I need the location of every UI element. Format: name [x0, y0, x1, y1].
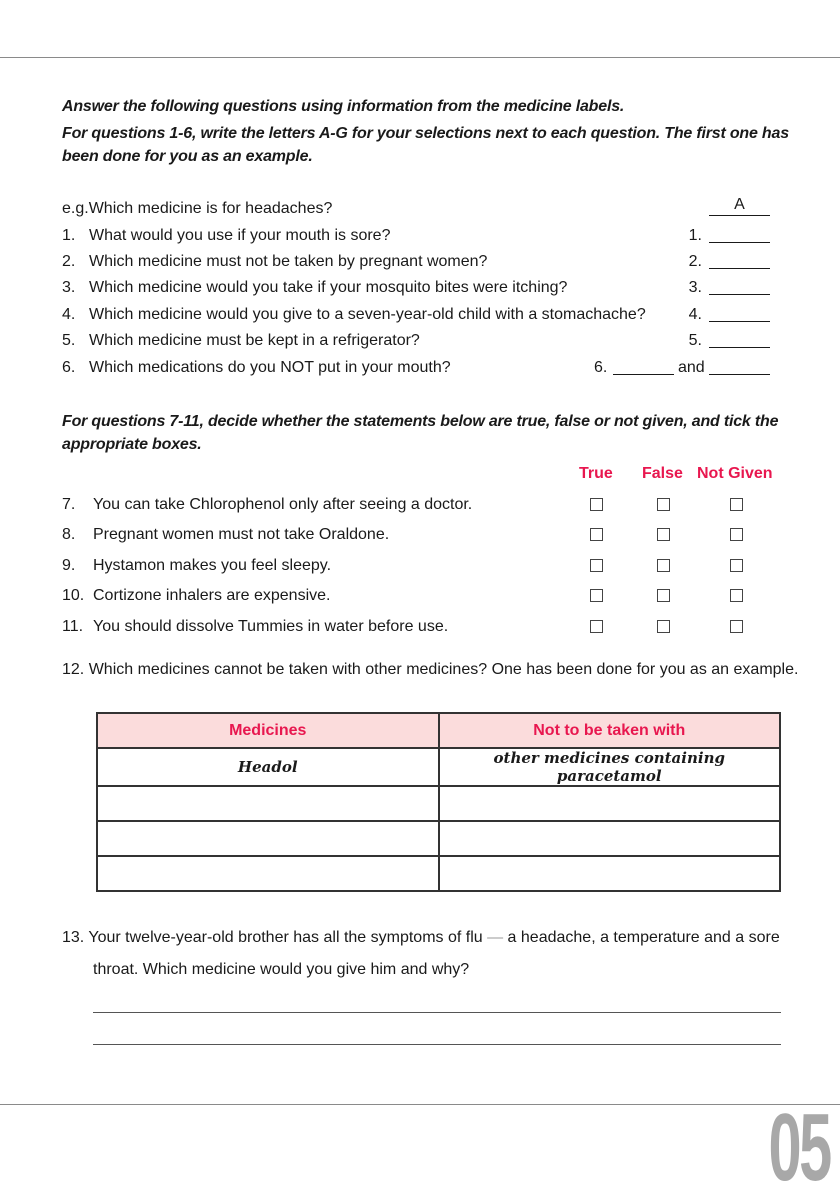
checkbox-true[interactable] — [590, 589, 603, 602]
column-header-false: False — [642, 465, 683, 482]
table-row — [97, 786, 780, 821]
statement-8 — [62, 524, 782, 546]
statement-text: Cortizone inhalers are expensive. — [93, 587, 331, 604]
statement-number: 7. — [62, 496, 76, 513]
answer-field-5[interactable] — [680, 330, 770, 352]
instruction-questions-7-11: For questions 7-11, decide whether the statements below are true, false or not given, and tick the appropriate boxes. — [62, 413, 779, 453]
question-text: Which medicine would you take if your mosquito bites were itching? — [89, 279, 568, 296]
question-number: 4. — [62, 306, 76, 323]
statement-text: Hystamon makes you feel sleepy. — [93, 557, 332, 574]
answer-label: 1. — [688, 227, 702, 244]
bottom-divider — [0, 1104, 840, 1105]
cell-not-with[interactable] — [439, 821, 781, 856]
header-not-to-be-taken-with: Not to be taken with — [439, 713, 781, 748]
example-question — [62, 198, 770, 220]
answer-label: 5. — [688, 332, 702, 349]
question-text: What would you use if your mouth is sore? — [89, 227, 391, 244]
answer-label: 3. — [688, 279, 702, 296]
column-header-not-given: Not Given — [697, 465, 773, 482]
statement-10 — [62, 585, 782, 607]
cell-not-with[interactable] — [439, 786, 781, 821]
answer-blank-6b[interactable] — [709, 374, 770, 375]
answer-field-1[interactable] — [680, 225, 770, 247]
answer-blank[interactable] — [709, 268, 770, 269]
statement-text: Pregnant women must not take Oraldone. — [93, 526, 390, 543]
statement-text: You can take Chlorophenol only after seeing a doctor. — [93, 496, 473, 513]
instruction-general: Answer the following questions using information from the medicine labels. — [62, 98, 625, 115]
cell-medicine[interactable] — [97, 856, 439, 891]
answer-line-2[interactable] — [93, 1044, 781, 1045]
question-4 — [62, 304, 770, 326]
question-text: Which medicine would you give to a seven-year-old child with a stomachache? — [89, 306, 646, 323]
question-text: Which medicine must be kept in a refrigerator? — [89, 332, 420, 349]
answer-blank[interactable] — [709, 347, 770, 348]
answer-label: 2. — [688, 253, 702, 270]
answer-field-6 — [594, 357, 770, 379]
cell-medicine[interactable] — [97, 821, 439, 856]
example-answer-value: A — [734, 196, 745, 213]
statement-9 — [62, 555, 782, 577]
answer-blank-6a[interactable] — [613, 374, 674, 375]
top-divider — [0, 57, 840, 58]
statement-number: 9. — [62, 557, 76, 574]
table-row — [97, 748, 780, 786]
checkbox-true[interactable] — [590, 620, 603, 633]
column-header-true: True — [579, 465, 613, 482]
table-row — [97, 821, 780, 856]
checkbox-not-given[interactable] — [730, 528, 743, 541]
checkbox-false[interactable] — [657, 528, 670, 541]
checkbox-not-given[interactable] — [730, 559, 743, 572]
question-number: 5. — [62, 332, 76, 349]
answer-label: 4. — [688, 306, 702, 323]
checkbox-false[interactable] — [657, 559, 670, 572]
answer-field-4[interactable] — [680, 304, 770, 326]
cell-medicine: Headol — [97, 748, 439, 786]
question-3 — [62, 277, 770, 299]
question-text: Which medications do you NOT put in your mouth? — [89, 359, 451, 376]
checkbox-not-given[interactable] — [730, 620, 743, 633]
example-answer — [700, 198, 770, 220]
question-number: 3. — [62, 279, 76, 296]
answer-field-2[interactable] — [680, 251, 770, 273]
em-dash: — — [487, 929, 504, 946]
question-1 — [62, 225, 770, 247]
question-13-text-b: a headache, a temperature and a sore throat. Which medicine would you give him and why? — [93, 929, 780, 978]
checkbox-false[interactable] — [657, 620, 670, 633]
question-2 — [62, 251, 770, 273]
statement-number: 8. — [62, 526, 76, 543]
table-row — [97, 856, 780, 891]
medicines-table — [96, 712, 781, 892]
statement-11 — [62, 616, 782, 638]
question-13-text-a: 13. Your twelve-year-old brother has all the symptoms of flu — [62, 929, 488, 946]
cell-not-with: other medicines containing paracetamol — [439, 748, 781, 786]
header-medicines: Medicines — [97, 713, 439, 748]
answer-blank — [709, 215, 770, 216]
statement-number: 10. — [62, 587, 85, 604]
question-13 — [62, 922, 813, 986]
question-number: 6. — [62, 359, 76, 376]
question-5 — [62, 330, 770, 352]
cell-medicine[interactable] — [97, 786, 439, 821]
table-header-row — [97, 713, 780, 748]
statement-text: You should dissolve Tummies in water before use. — [93, 618, 449, 635]
checkbox-not-given[interactable] — [730, 589, 743, 602]
cell-not-with[interactable] — [439, 856, 781, 891]
checkbox-true[interactable] — [590, 528, 603, 541]
checkbox-true[interactable] — [590, 498, 603, 511]
answer-blank[interactable] — [709, 242, 770, 243]
answer-line-1[interactable] — [93, 1012, 781, 1013]
question-number: 2. — [62, 253, 76, 270]
question-text: Which medicine must not be taken by pregnant women? — [89, 253, 488, 270]
checkbox-not-given[interactable] — [730, 498, 743, 511]
example-question-text: e.g.Which medicine is for headaches? — [62, 200, 333, 217]
question-12 — [62, 660, 802, 680]
checkbox-true[interactable] — [590, 559, 603, 572]
question-6 — [62, 357, 770, 379]
question-number: 1. — [62, 227, 76, 244]
checkbox-false[interactable] — [657, 589, 670, 602]
question-12-text: 12. Which medicines cannot be taken with other medicines? One has been done for you as an example. — [62, 661, 799, 678]
answer-blank[interactable] — [709, 321, 770, 322]
instruction-questions-1-6: For questions 1-6, write the letters A-G for your selections next to each question. The first one has been done for you as an example. — [62, 125, 789, 165]
answer-joiner: and — [678, 359, 705, 376]
page-number: 05 — [768, 1094, 830, 1201]
answer-label: 6. — [594, 359, 608, 376]
statement-7 — [62, 494, 782, 516]
answer-field-3[interactable] — [680, 277, 770, 299]
statement-number: 11. — [62, 618, 84, 635]
answer-blank[interactable] — [709, 294, 770, 295]
checkbox-false[interactable] — [657, 498, 670, 511]
